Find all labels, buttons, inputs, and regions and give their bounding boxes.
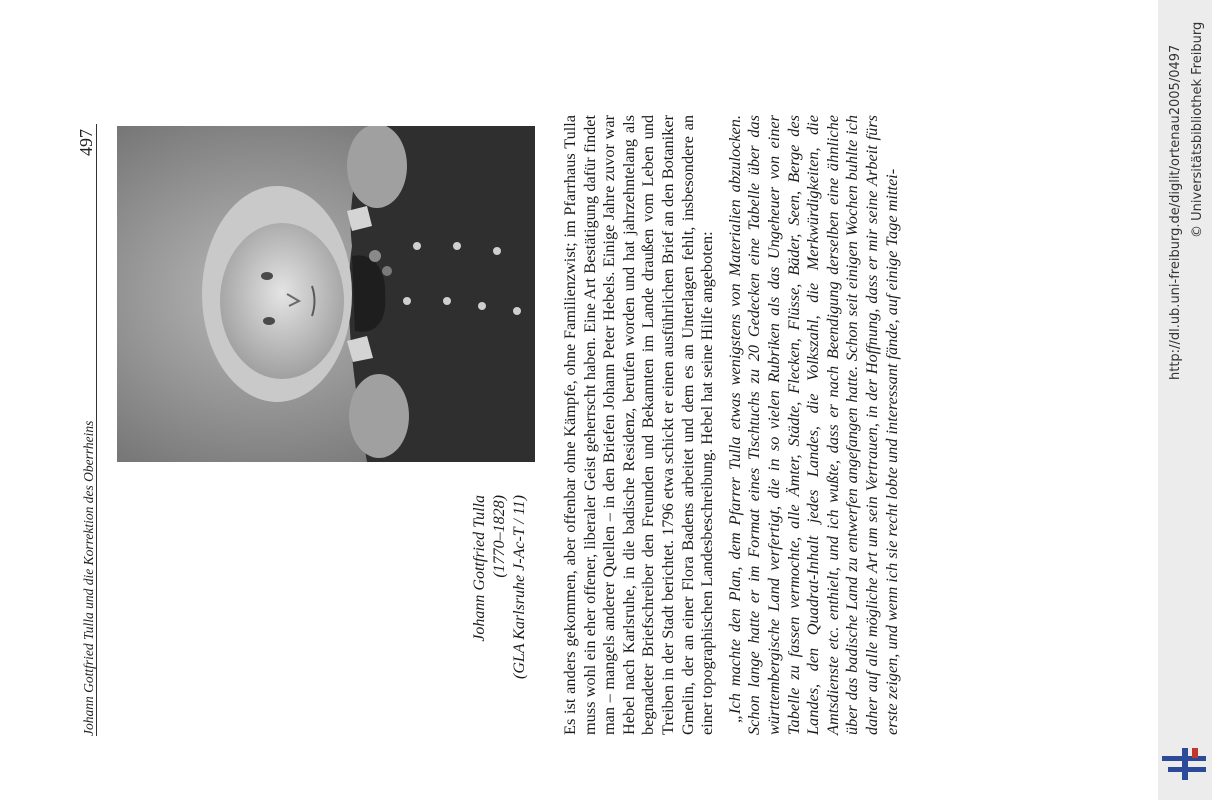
archive-url-link[interactable]: http://dl.ub.uni-freiburg.de/diglit/ortenau2005/0497	[1168, 44, 1183, 380]
paragraph: Es ist anders gekommen, aber offenbar ohne Kämpfe, ohne Familienzwist; im Pfarrhaus Tulla muss wohl ein eher offener, liberaler Geist geherrscht haben. Eine Art Bestätigung dafür findet man – mangels anderer Quellen – in den Briefen Johann Peter Hebels. Einige Jahre zuvor war Hebel nach Karlsruhe, in die badische Residenz, berufen worden und hat jahrzehntelang als begnadeter Briefschreiber den Freunden und Bekannten im Lande draußen vom Leben und Treiben in der Stadt berichtet. 1796 etwa schickt er einen ausführlichen Brief an den Botaniker Gmelin, der an einer Flora Badens arbeitet und dem es an Unterlagen fehlt, insbesondere an einer topographischen Landesbeschreibung. Hebel hat seine Hilfe angeboten:	[560, 115, 717, 735]
quote-paragraph: „Ich machte den Plan, dem Pfarrer Tulla etwas wenigstens von Materialien abzulocken. Schon lange hatte er im Format eines Tischtuchs zu 20 Gedecken eine Tabelle über das württembergische Land verfertigt, die in so vielen Rubriken als das Ungeheuer von einer Tabelle zu fassen vermochte, alle Ämter, Städte, Flecken, Flüsse, Bäder, Seen, Berge des Landes, den Quadrat-Inhalt jedes Landes, die Volkszahl, die Merkwürdigkeiten, die Amtsdienste etc. enthielt, und ich wußte, dass er nach Beendigung derselben eine ähnliche über das badische Land zu entwerfen angefangen hatte. Schon seit einigen Wochen buhlte ich daher auf alle mögliche Art um sein Vertrauen, in der Hoffnung, dass er mir seine Arbeit fürs erste zeigen, und wenn ich sie recht lobte und interessant fände, auf einige Tage mittei-	[724, 115, 901, 735]
archive-copyright: © Universitätsbibliothek Freiburg	[1190, 21, 1205, 238]
caption-source: (GLA Karlsruhe J-Ac-T / 11)	[511, 495, 528, 679]
library-logo-icon	[1162, 746, 1206, 782]
caption-dates: (1770–1828)	[491, 495, 508, 578]
running-header: Johann Gottfried Tulla und die Korrektion des Oberrheins	[81, 420, 96, 736]
page-number: 497	[76, 129, 96, 156]
caption-name: Johann Gottfried Tulla	[471, 495, 488, 642]
body-text	[560, 115, 1080, 735]
portrait-image	[117, 126, 535, 462]
figure-caption	[470, 495, 540, 715]
header-rule	[96, 124, 97, 736]
